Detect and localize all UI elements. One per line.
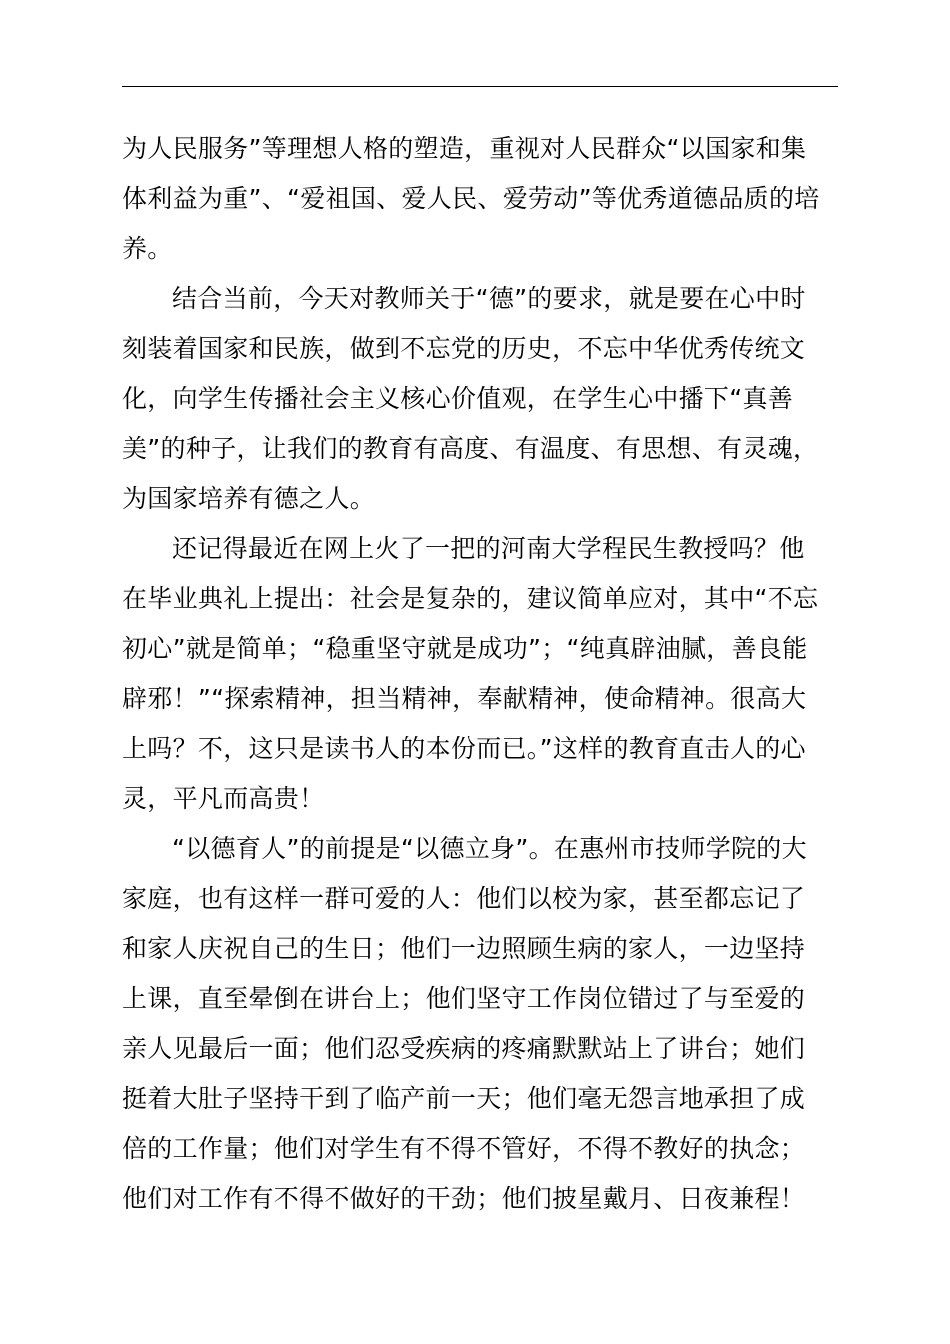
text-line: 灵，平凡而高贵！ xyxy=(122,784,325,813)
document-body xyxy=(122,124,838,1224)
text-line: 美”的种子，让我们的教育有高度、有温度、有思想、有灵魂， xyxy=(122,434,819,463)
text-line: 为国家培养有德之人。 xyxy=(122,484,376,513)
text-line: “以德育人”的前提是“以德立身”。在惠州市技师学院的大 xyxy=(172,834,807,863)
text-line: 刻装着国家和民族，做到不忘党的历史，不忘中华优秀传统文 xyxy=(122,334,806,363)
paragraph xyxy=(122,274,838,524)
paragraph xyxy=(122,824,838,1224)
text-line: 在毕业典礼上提出：社会是复杂的，建议简单应对，其中“不忘 xyxy=(122,584,819,613)
text-line: 初心”就是简单；“稳重坚守就是成功”；“纯真辟油腻，善良能 xyxy=(122,634,808,663)
text-line: 家庭，也有这样一群可爱的人：他们以校为家，甚至都忘记了 xyxy=(122,884,806,913)
text-line: 他们对工作有不得不做好的干劲；他们披星戴月、日夜兼程！ xyxy=(122,1184,806,1213)
text-line: 挺着大肚子坚持干到了临产前一天；他们毫无怨言地承担了成 xyxy=(122,1084,806,1113)
text-line: 倍的工作量；他们对学生有不得不管好，不得不教好的执念； xyxy=(122,1134,806,1163)
text-line: 亲人见最后一面；他们忍受疾病的疼痛默默站上了讲台；她们 xyxy=(122,1034,806,1063)
header-rule xyxy=(122,86,838,87)
text-line: 还记得最近在网上火了一把的河南大学程民生教授吗？他 xyxy=(172,534,805,563)
text-line: 辟邪！”“探索精神，担当精神，奉献精神，使命精神。很高大 xyxy=(122,684,807,713)
text-line: 上吗？不，这只是读书人的本份而已。”这样的教育直击人的心 xyxy=(122,734,806,763)
text-line: 上课，直至晕倒在讲台上；他们坚守工作岗位错过了与至爱的 xyxy=(122,984,806,1013)
text-line: 为人民服务”等理想人格的塑造，重视对人民群众“以国家和集 xyxy=(122,134,807,163)
text-line: 养。 xyxy=(122,234,173,263)
paragraph xyxy=(122,524,838,824)
paragraph xyxy=(122,124,838,274)
text-line: 化，向学生传播社会主义核心价值观，在学生心中播下“真善 xyxy=(122,384,794,413)
text-line: 和家人庆祝自己的生日；他们一边照顾生病的家人，一边坚持 xyxy=(122,934,806,963)
text-line: 体利益为重”、“爱祖国、爱人民、爱劳动”等优秀道德品质的培 xyxy=(122,184,820,213)
text-line: 结合当前，今天对教师关于“德”的要求，就是要在心中时 xyxy=(172,284,806,313)
